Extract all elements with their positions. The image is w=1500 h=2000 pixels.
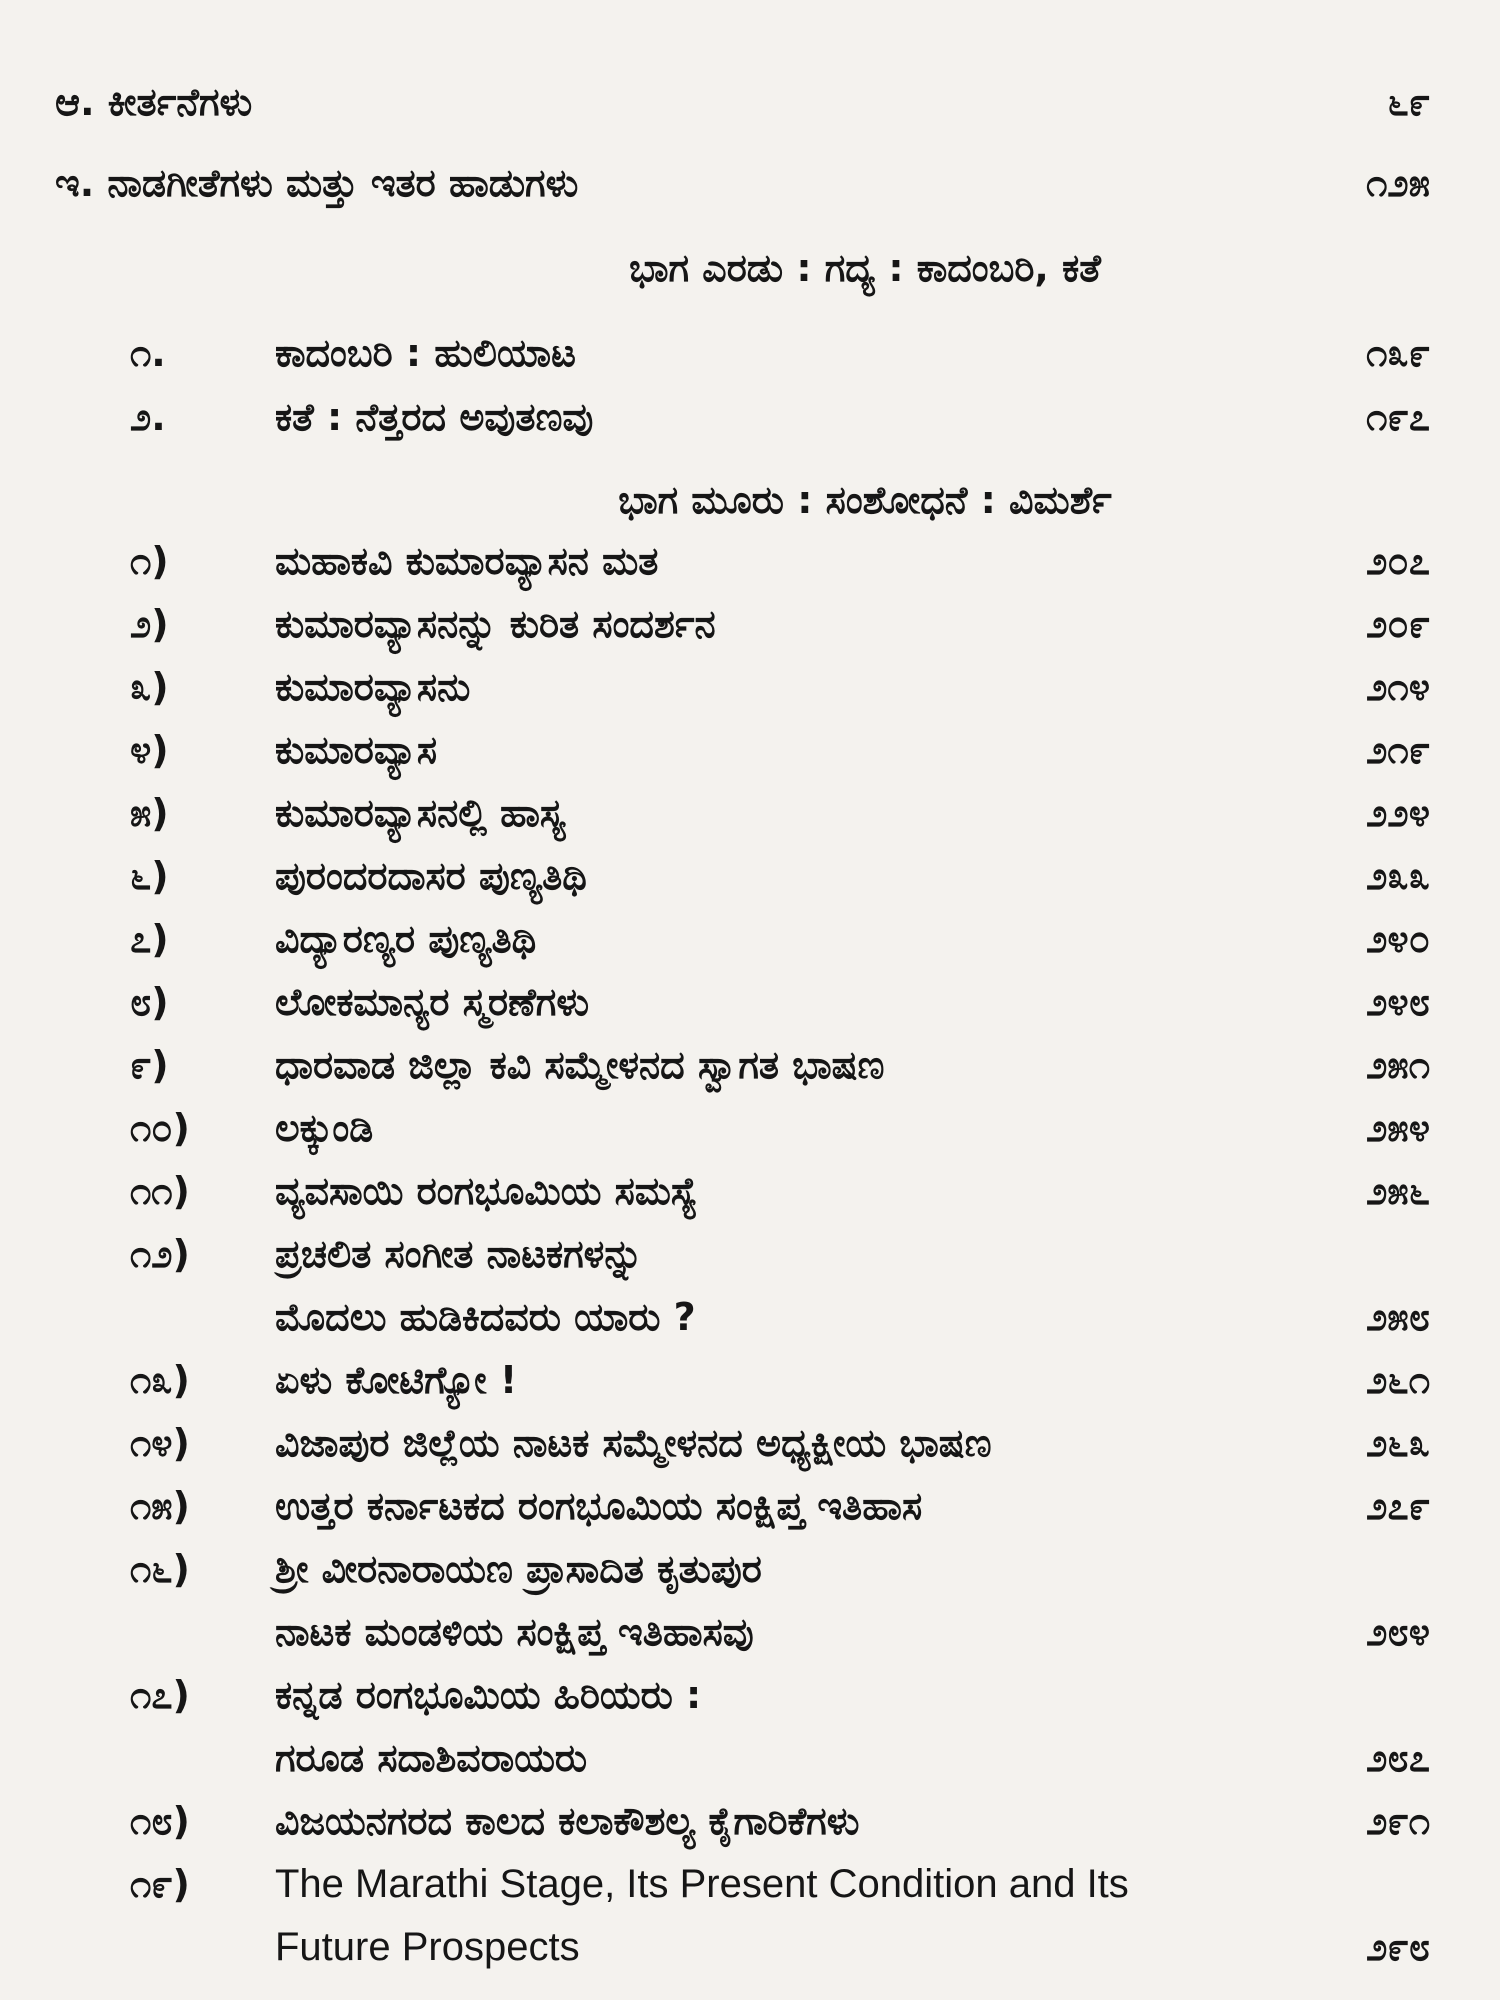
toc-entry bbox=[0, 720, 1500, 780]
entry-title: ಶ್ರೀ ವೀರನಾರಾಯಣ ಪ್ರಾಸಾದಿತ ಕೃತುಪುರ bbox=[275, 1547, 762, 1591]
entry-page: ೨೪೦ bbox=[1366, 917, 1430, 961]
entry-page: ೨೦೭ bbox=[1366, 539, 1430, 583]
toc-entry-continuation bbox=[0, 1287, 1500, 1347]
entry-title: ಪುರಂದರದಾಸರ ಪುಣ್ಯತಿಥಿ bbox=[275, 854, 587, 898]
toc-entry bbox=[0, 153, 1500, 213]
entry-title: ಪ್ರಚಲಿತ ಸಂಗೀತ ನಾಟಕಗಳನ್ನು bbox=[275, 1232, 643, 1276]
entry-page: ೨೫೪ bbox=[1366, 1106, 1430, 1150]
entry-title: ಇ. ನಾಡಗೀತೆಗಳು ಮತ್ತು ಇತರ ಹಾಡುಗಳು bbox=[55, 161, 579, 205]
entry-title: ಉತ್ತರ ಕರ್ನಾಟಕದ ರಂಗಭೂಮಿಯ ಸಂಕ್ಷಿಪ್ತ ಇತಿಹಾಸ bbox=[275, 1484, 923, 1528]
entry-title: ಕುಮಾರವ್ಯಾಸನು bbox=[275, 665, 471, 709]
entry-page: ೨೬೧ bbox=[1366, 1358, 1430, 1402]
entry-page: ೧೨೫ bbox=[1366, 161, 1430, 205]
entry-number: ೮) bbox=[130, 980, 169, 1024]
entry-title: ಕಾದಂಬರಿ : ಹುಲಿಯಾಟ bbox=[275, 331, 576, 375]
entry-title: ಮೊದಲು ಹುಡಿಕಿದವರು ಯಾರು ? bbox=[275, 1295, 696, 1339]
entry-number: ೧೮) bbox=[130, 1799, 190, 1843]
entry-page: ೨೧೪ bbox=[1366, 665, 1430, 709]
toc-entry bbox=[0, 783, 1500, 843]
entry-title: ವಿಜಾಪುರ ಜಿಲ್ಲೆಯ ನಾಟಕ ಸಮ್ಮೇಳನದ ಅಧ್ಯಕ್ಷೀಯ ಭಾಷಣ bbox=[275, 1421, 992, 1465]
entry-title: Future Prospects bbox=[275, 1925, 580, 1969]
entry-title: The Marathi Stage, Its Present Condition and Its bbox=[275, 1862, 1129, 1906]
entry-title: ಏಳು ಕೋಟಿಗ್ಯೋ ! bbox=[275, 1358, 518, 1402]
entry-title: ಲಕ್ಕುಂಡಿ bbox=[275, 1106, 374, 1150]
toc-entry-continuation bbox=[0, 1728, 1500, 1788]
entry-title: ನಾಟಕ ಮಂಡಳಿಯ ಸಂಕ್ಷಿಪ್ತ ಇತಿಹಾಸವು bbox=[275, 1610, 754, 1654]
toc-entry bbox=[0, 323, 1500, 383]
toc-entry bbox=[0, 1098, 1500, 1158]
entry-number: ೧. bbox=[130, 331, 166, 375]
entry-number: ೨) bbox=[130, 602, 169, 646]
toc-entry bbox=[0, 1665, 1500, 1725]
entry-title: ಕನ್ನಡ ರಂಗಭೂಮಿಯ ಹಿರಿಯರು : bbox=[275, 1673, 702, 1717]
entry-title: ವಿದ್ಯಾರಣ್ಯರ ಪುಣ್ಯತಿಥಿ bbox=[275, 917, 537, 961]
toc-entry bbox=[0, 1539, 1500, 1599]
toc-entry bbox=[0, 594, 1500, 654]
entry-page: ೨೮೭ bbox=[1366, 1736, 1430, 1780]
entry-page: ೧೩೯ bbox=[1366, 331, 1430, 375]
toc-entry bbox=[0, 1350, 1500, 1410]
entry-number: ೧೩) bbox=[130, 1358, 190, 1402]
entry-page: ೬೯ bbox=[1387, 80, 1430, 124]
entry-number: ೧೪) bbox=[130, 1421, 190, 1465]
toc-entry bbox=[0, 1224, 1500, 1284]
entry-page: ೨೮೪ bbox=[1366, 1610, 1430, 1654]
entry-title: ವ್ಯವಸಾಯಿ ರಂಗಭೂಮಿಯ ಸಮಸ್ಯೆ bbox=[275, 1169, 698, 1213]
toc-entry-continuation bbox=[0, 1602, 1500, 1662]
entry-title: ಆ. ಕೀರ್ತನೆಗಳು bbox=[55, 80, 253, 124]
toc-entry bbox=[0, 657, 1500, 717]
toc-entry bbox=[0, 1854, 1500, 1914]
entry-number: ೨. bbox=[130, 395, 166, 439]
entry-title: ಲೋಕಮಾನ್ಯರ ಸ್ಮರಣೆಗಳು bbox=[275, 980, 590, 1024]
entry-number: ೬) bbox=[130, 854, 169, 898]
section-heading: ಭಾಗ ಮೂರು : ಸಂಶೋಧನೆ : ವಿಮರ್ಶೆ bbox=[618, 478, 1112, 522]
entry-page: ೧೯೭ bbox=[1366, 395, 1430, 439]
toc-entry bbox=[0, 1161, 1500, 1221]
entry-page: ೨೯೧ bbox=[1366, 1799, 1430, 1843]
entry-number: ೩) bbox=[130, 665, 169, 709]
entry-title: ಕುಮಾರವ್ಯಾಸ bbox=[275, 728, 438, 772]
entry-number: ೭) bbox=[130, 917, 169, 961]
section-heading: ಭಾಗ ಎರಡು : ಗದ್ಯ : ಕಾದಂಬರಿ, ಕತೆ bbox=[629, 246, 1101, 290]
toc-entry bbox=[0, 1035, 1500, 1095]
entry-title: ಮಹಾಕವಿ ಕುಮಾರವ್ಯಾಸನ ಮತ bbox=[275, 539, 659, 583]
entry-page: ೨೯೮ bbox=[1366, 1925, 1430, 1969]
toc-entry bbox=[0, 1413, 1500, 1473]
entry-number: ೫) bbox=[130, 791, 169, 835]
entry-number: ೯) bbox=[130, 1043, 169, 1087]
toc-entry bbox=[0, 909, 1500, 969]
entry-page: ೨೧೯ bbox=[1366, 728, 1430, 772]
entry-title: ವಿಜಯನಗರದ ಕಾಲದ ಕಲಾಕೌಶಲ್ಯ ಕೈಗಾರಿಕೆಗಳು bbox=[275, 1799, 860, 1843]
entry-page: ೨೬೩ bbox=[1366, 1421, 1430, 1465]
entry-page: ೨೫೬ bbox=[1366, 1169, 1430, 1213]
entry-number: ೧೫) bbox=[130, 1484, 190, 1528]
entry-page: ೨೫೧ bbox=[1366, 1043, 1430, 1087]
entry-title: ಗರೂಡ ಸದಾಶಿವರಾಯರು bbox=[275, 1736, 588, 1780]
entry-number: ೧) bbox=[130, 539, 169, 583]
entry-page: ೨೪೮ bbox=[1366, 980, 1430, 1024]
toc-entry bbox=[0, 1476, 1500, 1536]
entry-number: ೧೨) bbox=[130, 1232, 190, 1276]
toc-entry bbox=[0, 846, 1500, 906]
entry-title: ಕುಮಾರವ್ಯಾಸನನ್ನು ಕುರಿತ ಸಂದರ್ಶನ bbox=[275, 602, 716, 646]
entry-title: ಧಾರವಾಡ ಜಿಲ್ಲಾ ಕವಿ ಸಮ್ಮೇಳನದ ಸ್ವಾಗತ ಭಾಷಣ bbox=[275, 1043, 885, 1087]
entry-page: ೨೭೯ bbox=[1366, 1484, 1430, 1528]
entry-page: ೨೨೪ bbox=[1366, 791, 1430, 835]
toc-entry-continuation bbox=[0, 1917, 1500, 1977]
entry-number: ೧೭) bbox=[130, 1673, 190, 1717]
entry-number: ೧೬) bbox=[130, 1547, 190, 1591]
entry-title: ಕತೆ : ನೆತ್ತರದ ಅವುತಣವು bbox=[275, 395, 594, 439]
toc-entry bbox=[0, 972, 1500, 1032]
entry-number: ೧೦) bbox=[130, 1106, 190, 1150]
toc-entry bbox=[0, 1791, 1500, 1851]
entry-number: ೧೧) bbox=[130, 1169, 190, 1213]
toc-entry bbox=[0, 531, 1500, 591]
entry-title: ಕುಮಾರವ್ಯಾಸನಲ್ಲಿ ಹಾಸ್ಯ bbox=[275, 791, 566, 835]
toc-entry bbox=[0, 387, 1500, 447]
entry-page: ೨೩೩ bbox=[1366, 854, 1430, 898]
entry-number: ೪) bbox=[130, 728, 169, 772]
entry-number: ೧೯) bbox=[130, 1862, 190, 1906]
entry-page: ೨೦೯ bbox=[1366, 602, 1430, 646]
toc-entry bbox=[0, 72, 1500, 132]
entry-page: ೨೫೮ bbox=[1366, 1295, 1430, 1339]
